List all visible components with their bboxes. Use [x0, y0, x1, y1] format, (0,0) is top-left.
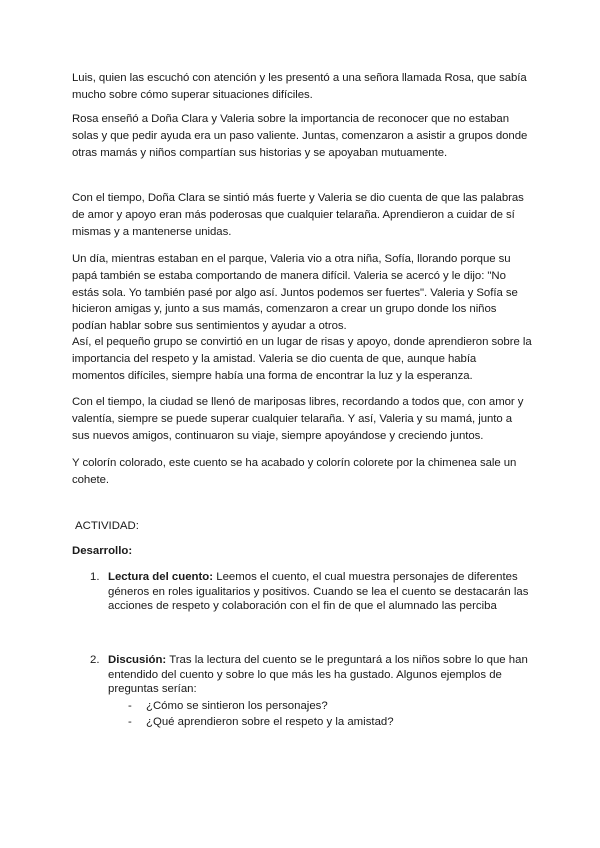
list-item-body	[108, 570, 532, 614]
story-paragraph-3: Con el tiempo, Doña Clara se sintió más fuerte y Valeria se dio cuenta de que las palabras de amor y apoyo eran más poderosas que cualquier telaraña. Aprendieron a cuidar de sí mismas y a mantenerse unidas.	[72, 192, 524, 238]
story-paragraph-2: Rosa enseñó a Doña Clara y Valeria sobre la importancia de reconocer que no estaban solas y que pedir ayuda era un paso valiente. Juntas, comenzaron a asistir a grupos donde otras mamás y niños compartían sus historias y se apoyaban mutuamente.	[72, 113, 528, 159]
list-number: 2.	[90, 654, 100, 666]
list-item-body	[108, 653, 532, 697]
story-paragraph-1: Luis, quien las escuchó con atención y les presentó a una señora llamada Rosa, que sabía mucho sobre cómo superar situaciones difíciles.	[72, 72, 527, 101]
development-heading: Desarrollo:	[72, 545, 133, 557]
dash-bullet: -	[128, 700, 132, 712]
activity-item-1	[72, 570, 532, 630]
list-item-title: Lectura del cuento:	[108, 571, 214, 583]
list-item-text: Leemos el cuento, el cual muestra personajes de diferentes géneros en roles igualitarios y positivos. Cuando se lea el cuento se destacarán las acciones de respeto y colaboración con el fin de que el alumnado las perciba	[108, 571, 529, 613]
story-paragraph-4: Un día, mientras estaban en el parque, Valeria vio a otra niña, Sofía, llorando porque su papá también se estaba comportando de manera difícil. Valeria se acercó y le dijo: "No estás sola. Yo también pasé por algo así. Juntos podemos ser fuertes". Valeria y Sofía se hicieron amigas y, junto a sus mamás, comenzaron a crear un grupo donde los niños podían hablar sobre sus sentimientos y ayudar a otros.	[72, 253, 518, 333]
question-text: ¿Qué aprendieron sobre el respeto y la amistad?	[146, 716, 394, 728]
list-item-title: Discusión:	[108, 654, 167, 666]
activity-item-2	[72, 653, 532, 703]
story-paragraph-7: Y colorín colorado, este cuento se ha acabado y colorín colorete por la chimenea sale un cohete.	[72, 457, 517, 486]
list-number: 1.	[90, 571, 100, 583]
story-paragraph-5: Así, el pequeño grupo se convirtió en un lugar de risas y apoyo, donde aprendieron sobre la importancia del respeto y la amistad. Valeria se dio cuenta de que, aunque había momentos difíciles, siempre había una forma de encontrar la luz y la esperanza.	[72, 336, 532, 382]
list-item-text: Tras la lectura del cuento se le preguntará a los niños sobre lo que han entendido del cuento y sobre lo que más les ha gustado. Algunos ejemplos de preguntas serían:	[108, 654, 528, 696]
question-text: ¿Cómo se sintieron los personajes?	[146, 700, 328, 712]
story-paragraph-6: Con el tiempo, la ciudad se llenó de mariposas libres, recordando a todos que, con amor y valentía, siempre se puede superar cualquier telaraña. Y así, Valeria y su mamá, junto a sus nuevos amigos, continuaron su viaje, siempre apoyándose y creciendo juntos.	[72, 396, 524, 442]
dash-bullet: -	[128, 716, 132, 728]
activity-label: ACTIVIDAD:	[75, 520, 139, 532]
